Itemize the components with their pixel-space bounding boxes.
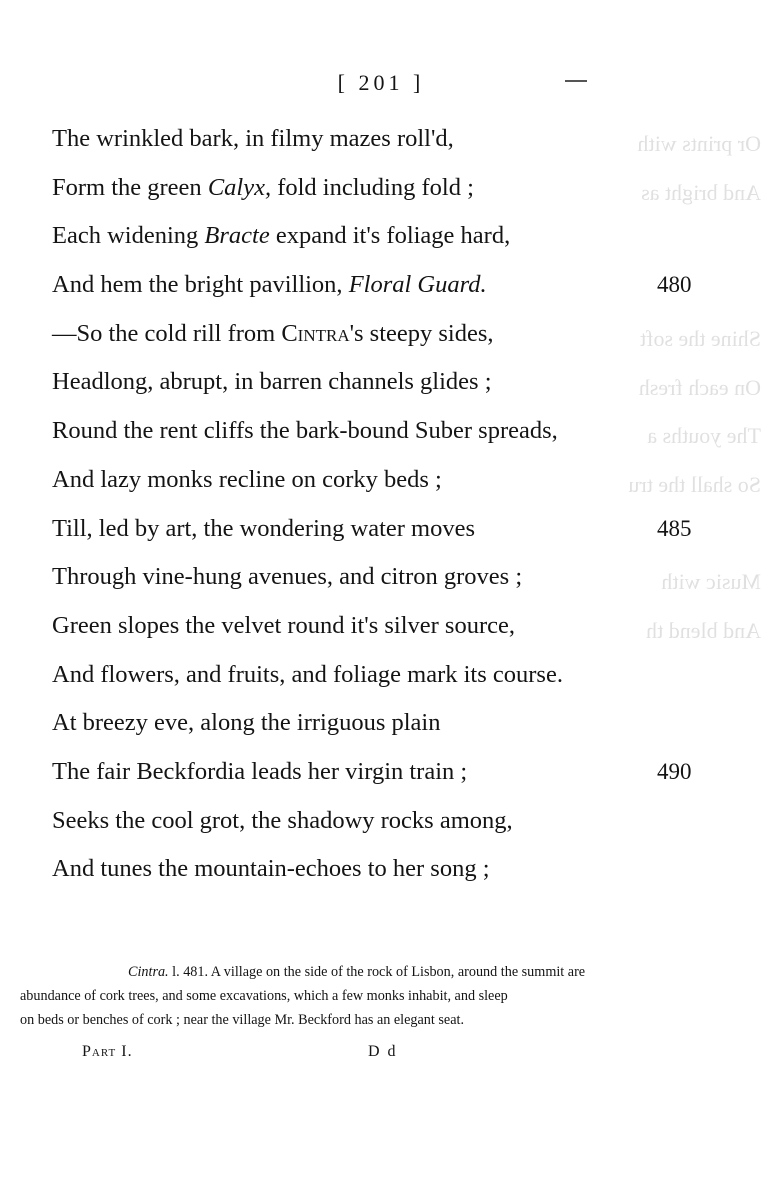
verse-block <box>52 115 712 894</box>
show-through-text: Or prints with And bright as Shine the soft On each fresh The youths a So shall the tru Music with And blend th <box>628 131 761 644</box>
footnote-line: Cintra. l. 481. A village on the side of the rock of Lisbon, around the summit are <box>128 964 586 980</box>
verse-line: Each widening Bracte expand it's foliage hard, <box>52 222 511 250</box>
part-signature: Part I. <box>82 1043 133 1060</box>
verse-line: At breezy eve, along the irriguous plain <box>52 709 441 737</box>
footnote-line: on beds or benches of cork ; near the village Mr. Beckford has an elegant seat. <box>20 1012 464 1028</box>
verse-line: Till, led by art, the wondering water moves 485 <box>52 505 712 554</box>
footnote <box>20 960 725 1032</box>
signature-mark: D d <box>368 1043 398 1060</box>
italic-term: Calyx, <box>207 173 272 201</box>
footnote-label: Cintra. <box>128 964 169 980</box>
line-number: 490 <box>657 758 692 784</box>
italic-term: Floral Guard. <box>348 271 487 299</box>
line-number: 485 <box>657 515 692 541</box>
verse-line: And tunes the mountain-echoes to her song ; <box>52 855 490 883</box>
verse-line: Form the green Calyx, fold including fold ; <box>52 173 474 201</box>
verse-line: Through vine-hung avenues, and citron groves ; <box>52 563 523 591</box>
verse-line: And flowers, and fruits, and foliage mark its course. <box>52 660 563 688</box>
verse-line: And lazy monks recline on corky beds ; <box>52 465 442 493</box>
line-number: 480 <box>657 272 692 298</box>
footnote-line: abundance of cork trees, and some excavations, which a few monks inhabit, and sleep <box>20 988 508 1004</box>
verse-line: Green slopes the velvet round it's silver source, <box>52 611 515 639</box>
small-caps-name: Cintra <box>281 319 350 347</box>
verse-line: Round the rent cliffs the bark-bound Suber spreads, <box>52 417 558 445</box>
header-rule <box>565 80 587 82</box>
verse-line: Seeks the cool grot, the shadowy rocks among, <box>52 806 513 834</box>
page-number: [ 201 ] <box>337 70 425 95</box>
italic-term: Bracte <box>204 222 270 250</box>
verse-line: —So the cold rill from Cintra's steepy sides, <box>52 319 494 347</box>
verse-line: The fair Beckfordia leads her virgin train ; 490 <box>52 748 712 797</box>
verse-line: Headlong, abrupt, in barren channels glides ; <box>52 368 492 396</box>
verse-line: The wrinkled bark, in filmy mazes roll'd, <box>52 125 454 152</box>
verse-line: And hem the bright pavillion, Floral Guard. 480 <box>52 261 712 310</box>
